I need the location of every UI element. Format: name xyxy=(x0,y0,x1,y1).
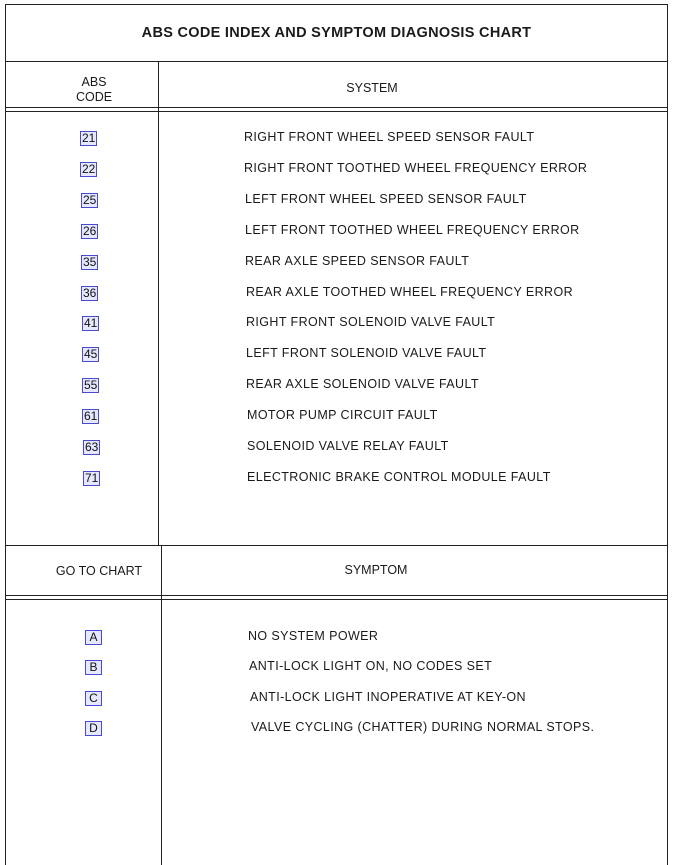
chart-letter-badge: B xyxy=(85,660,102,675)
system-header: SYSTEM xyxy=(346,81,398,95)
symptom-column-divider xyxy=(161,545,162,865)
abs-code-badge: 55 xyxy=(84,378,98,392)
abs-code-badge: 41 xyxy=(84,316,98,330)
abs-code-badge: 26 xyxy=(83,224,97,238)
abs-code-badge: 22 xyxy=(82,162,96,176)
code-header-rule-top xyxy=(6,107,667,108)
system-fault-description: RIGHT FRONT TOOTHED WHEEL FREQUENCY ERROR xyxy=(244,161,588,175)
abs-code-badge: 21 xyxy=(82,131,96,145)
abs-code-badge: 63 xyxy=(85,440,99,454)
code-column-divider xyxy=(158,61,159,545)
system-fault-description: ELECTRONIC BRAKE CONTROL MODULE FAULT xyxy=(247,470,551,484)
abs-code-badge: 25 xyxy=(83,193,97,207)
abs-code-badge: 36 xyxy=(83,286,97,300)
abs-code-badge: 35 xyxy=(83,255,97,269)
system-fault-description: REAR AXLE SPEED SENSOR FAULT xyxy=(245,254,470,268)
title-divider xyxy=(6,61,667,62)
symptom-description: ANTI-LOCK LIGHT INOPERATIVE AT KEY-ON xyxy=(250,690,526,704)
go-to-chart-header: GO TO CHART xyxy=(55,564,143,578)
abs-code-header-line1: ABS xyxy=(81,75,107,89)
chart-letter-badge: A xyxy=(85,630,102,645)
code-header-rule-bottom xyxy=(6,111,667,112)
system-fault-description: MOTOR PUMP CIRCUIT FAULT xyxy=(247,408,438,422)
diagnosis-chart-sheet xyxy=(5,4,668,865)
system-fault-description: LEFT FRONT TOOTHED WHEEL FREQUENCY ERROR xyxy=(245,223,580,237)
system-fault-description: REAR AXLE SOLENOID VALVE FAULT xyxy=(246,377,479,391)
symptom-header-rule-top xyxy=(6,595,667,596)
symptom-description: ANTI-LOCK LIGHT ON, NO CODES SET xyxy=(249,659,493,673)
system-fault-description: SOLENOID VALVE RELAY FAULT xyxy=(247,439,449,453)
system-fault-description: LEFT FRONT WHEEL SPEED SENSOR FAULT xyxy=(245,192,527,206)
system-fault-description: RIGHT FRONT WHEEL SPEED SENSOR FAULT xyxy=(244,130,535,144)
system-fault-description: RIGHT FRONT SOLENOID VALVE FAULT xyxy=(246,315,496,329)
abs-code-header-line2: CODE xyxy=(75,90,113,104)
chart-letter-badge: D xyxy=(85,721,102,736)
abs-code-badge: 61 xyxy=(84,409,98,423)
symptom-description: VALVE CYCLING (CHATTER) DURING NORMAL STOPS. xyxy=(251,720,595,734)
section-divider xyxy=(6,545,667,546)
system-fault-description: REAR AXLE TOOTHED WHEEL FREQUENCY ERROR xyxy=(246,285,574,299)
symptom-header-rule-bottom xyxy=(6,599,667,600)
abs-code-badge: 71 xyxy=(85,471,99,485)
symptom-header: SYMPTOM xyxy=(344,563,408,577)
chart-title: ABS CODE INDEX AND SYMPTOM DIAGNOSIS CHART xyxy=(141,25,532,41)
symptom-description: NO SYSTEM POWER xyxy=(248,629,379,643)
abs-code-badge: 45 xyxy=(84,347,98,361)
system-fault-description: LEFT FRONT SOLENOID VALVE FAULT xyxy=(246,346,487,360)
chart-letter-badge: C xyxy=(85,691,102,706)
abs-code-header xyxy=(64,75,124,105)
